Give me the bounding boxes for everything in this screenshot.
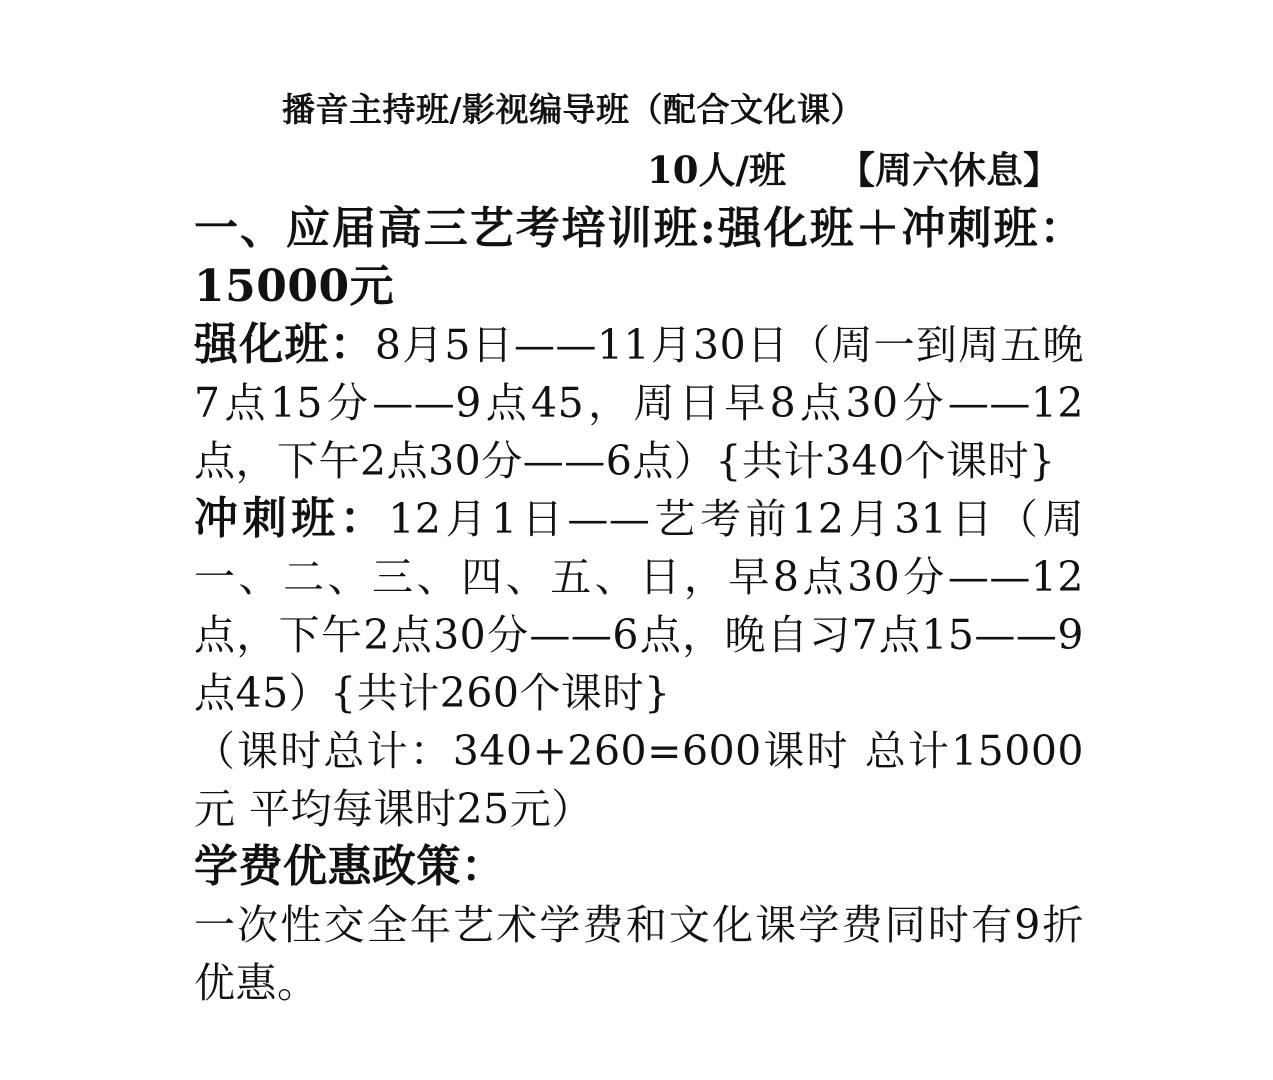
sprint-class-label: 冲刺班： [194,493,389,544]
document-body [194,200,1084,1012]
hours-summary: （课时总计：340+260=600课时 总计15000元 平均每课时25元） [194,727,1084,833]
document-title: 播音主持班/影视编导班（配合文化课） [282,90,865,129]
rest-day-note: 【周六休息】 [838,148,1061,192]
discount-heading: 学费优惠政策： [194,841,506,892]
sprint-class-schedule: 12月1日——艺考前12月31日（周一、二、三、四、五、日，早8点30分——12点，下午2点30分——6点，晚自习7点15——9点45）{共计260个课时} [194,495,1084,717]
section-heading: 一、应届高三艺考培训班:强化班＋冲刺班：15000元 [194,203,1084,312]
intensive-class-label: 强化班： [194,319,375,370]
class-info-line [647,148,1060,192]
class-size: 10人/班 [647,148,787,192]
discount-text: 一次性交全年艺术学费和文化课学费同时有9折优惠。 [194,901,1084,1007]
intensive-class-schedule: 8月5日——11月30日（周一到周五晚7点15分——9点45，周日早8点30分——12点，下午2点30分——6点）{共计340个课时} [194,321,1085,485]
sprint-class-paragraph [194,490,1084,722]
intensive-class-paragraph [194,316,1084,490]
